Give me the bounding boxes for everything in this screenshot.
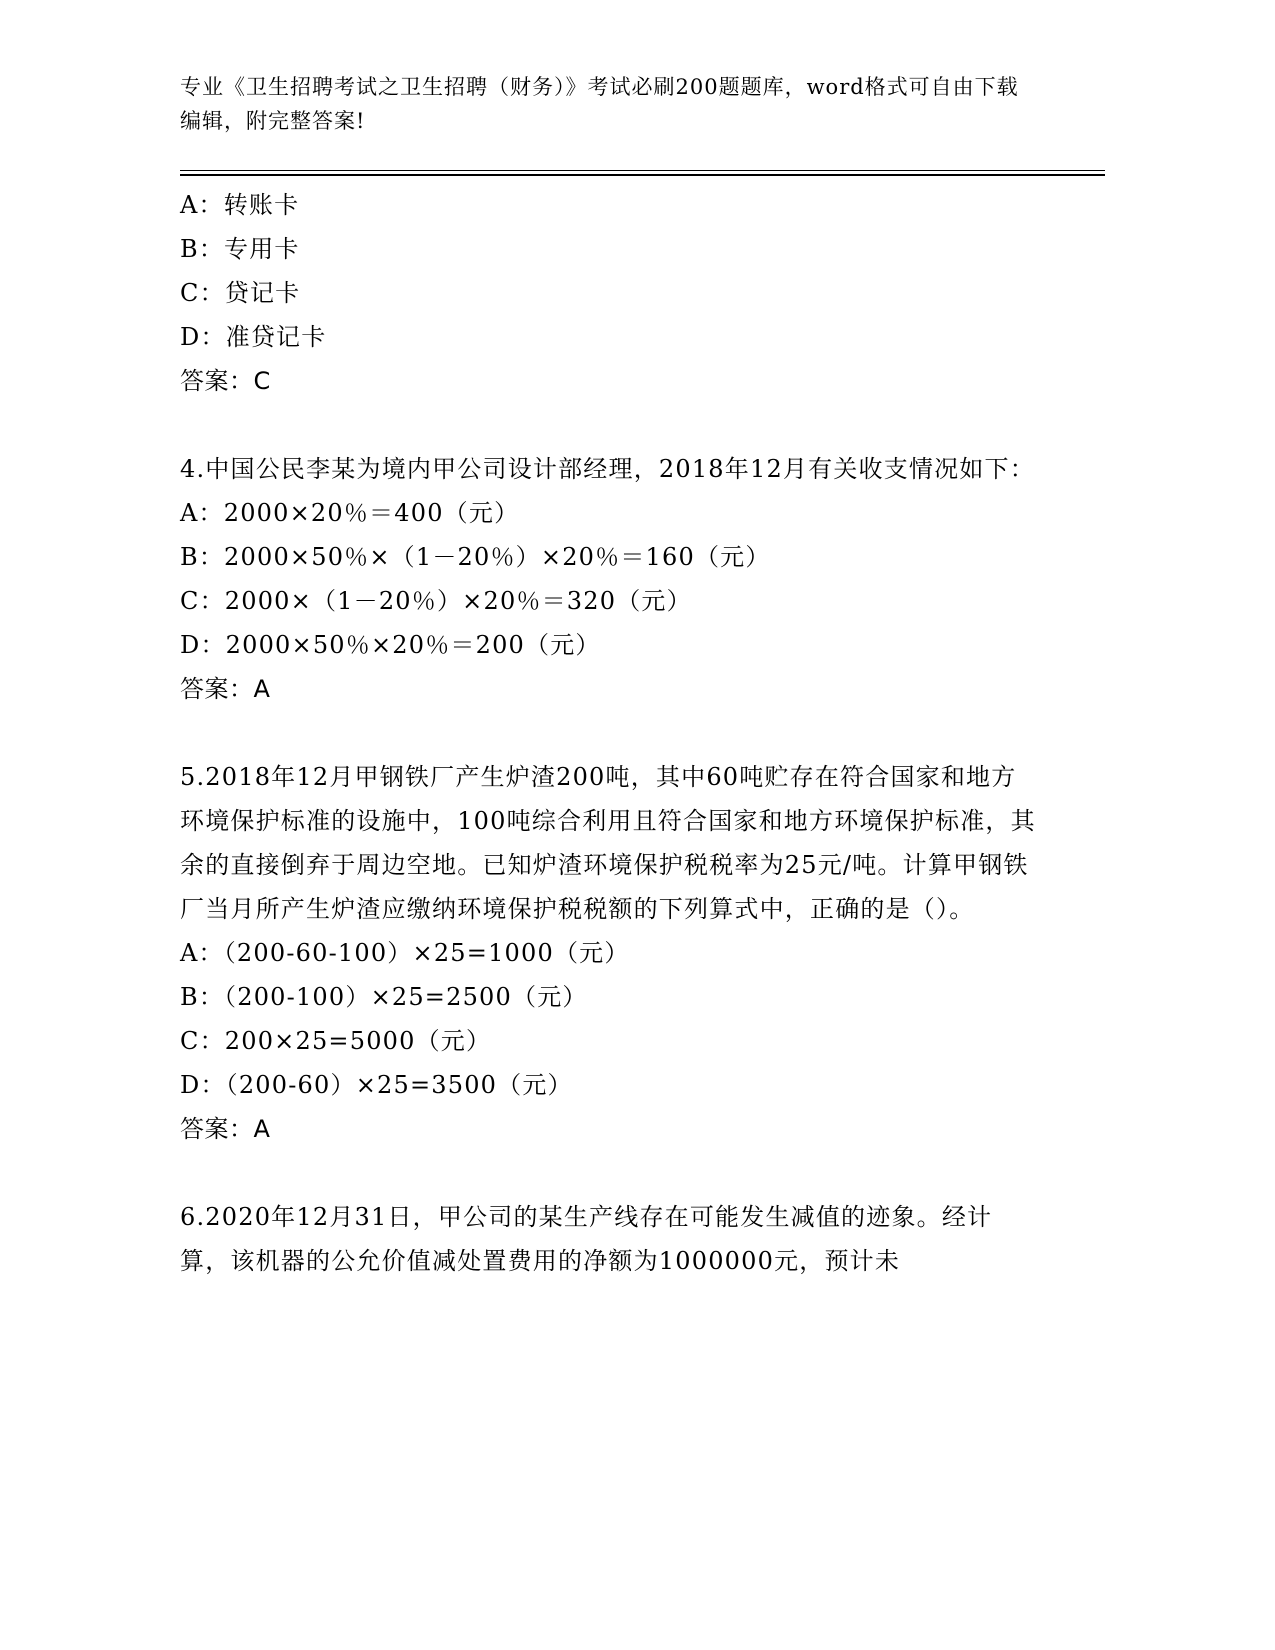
option-c: C：贷记卡 — [180, 279, 301, 307]
option-c: C：200×25=5000（元） — [180, 1027, 492, 1055]
spacer — [180, 403, 1050, 447]
header-title: 专业《卫生招聘考试之卫生招聘（财务）》考试必刷200题题库，word格式可自由下载编辑，附完整答案! — [180, 75, 1019, 133]
header-divider-thin — [180, 170, 1105, 171]
option-b: B：专用卡 — [180, 235, 300, 263]
question-stem: 5.2018年12月甲钢铁厂产生炉渣200吨，其中60吨贮存在符合国家和地方环境保护标准的设施中，100吨综合利用且符合国家和地方环境保护标准，其余的直接倒弃于周边空地。已知炉渣环境保护税税率为25元/吨。计算甲钢铁厂当月所产生炉渣应缴纳环境保护税税额的下列算式中，正确的是（）。 — [180, 763, 1036, 923]
spacer — [180, 711, 1050, 755]
question-5 — [180, 755, 1050, 1151]
option-b: B：2000×50％×（1－20％）×20％＝160（元） — [180, 543, 771, 571]
option-c: C：2000×（1－20％）×20％＝320（元） — [180, 587, 692, 615]
document-body — [180, 183, 1050, 1283]
question-stem: 6.2020年12月31日，甲公司的某生产线存在可能发生减值的迹象。经计算，该机器的公允价值减处置费用的净额为1000000元，预计未 — [180, 1203, 993, 1275]
spacer — [180, 1151, 1050, 1195]
option-b: B：（200-100）×25=2500（元） — [180, 983, 588, 1011]
question-6 — [180, 1195, 1050, 1283]
header-divider-thick — [180, 174, 1105, 176]
question-4 — [180, 447, 1050, 711]
option-a: A：2000×20％＝400（元） — [180, 499, 520, 527]
option-a: A：转账卡 — [180, 191, 300, 219]
document-header — [180, 70, 1040, 138]
question-3 — [180, 183, 1050, 403]
option-d: D：（200-60）×25=3500（元） — [180, 1071, 573, 1099]
option-d: D：2000×50％×20％＝200（元） — [180, 631, 601, 659]
answer: 答案：A — [180, 675, 271, 703]
option-a: A：（200-60-100）×25=1000（元） — [180, 939, 630, 967]
question-stem: 4.中国公民李某为境内甲公司设计部经理，2018年12月有关收支情况如下： — [180, 455, 1035, 483]
option-d: D：准贷记卡 — [180, 323, 327, 351]
answer: 答案：A — [180, 1115, 271, 1143]
answer: 答案：C — [180, 367, 271, 395]
